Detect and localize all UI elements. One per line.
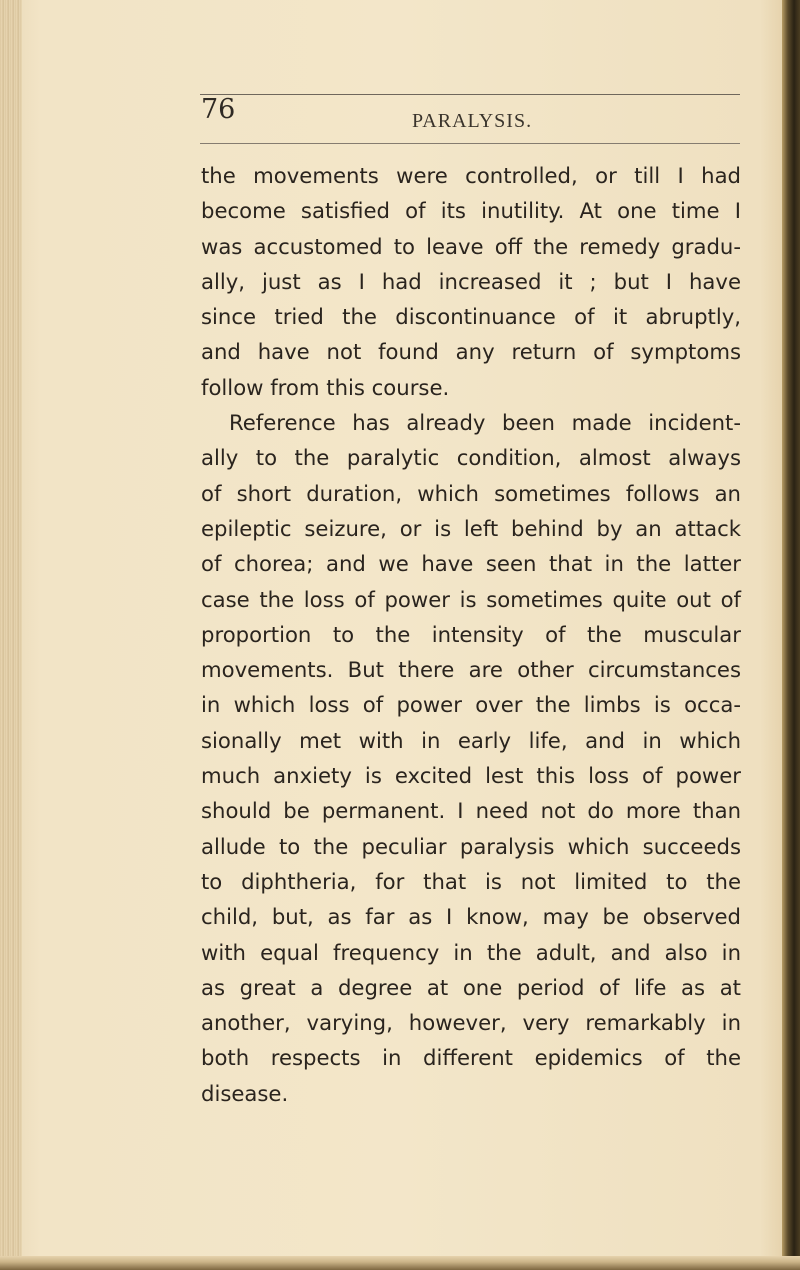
text-line: should be permanent. I need not do more than xyxy=(201,798,741,824)
text-line: in which loss of power over the limbs is occa- xyxy=(201,692,741,718)
text-line: the movements were controlled, or till I had xyxy=(201,163,741,188)
text-line: proportion to the intensity of the muscular xyxy=(201,621,741,647)
binding-gutter xyxy=(0,0,22,1270)
text-line: of chorea; and we have seen that in the latter xyxy=(201,551,741,577)
text-line: with equal frequency in the adult, and also in xyxy=(201,939,741,965)
header-rule xyxy=(200,94,740,95)
paragraph-end-line: disease. xyxy=(201,1080,289,1106)
text-line: and have not found any return of symptoms xyxy=(201,339,741,365)
running-head: PARALYSIS. xyxy=(412,110,533,132)
text-line: to diphtheria, for that is not limited to the xyxy=(201,868,741,894)
text-line: as great a degree at one period of life as at xyxy=(201,974,741,1000)
text-line: case the loss of power is sometimes quite out of xyxy=(201,586,741,612)
text-line: allude to the peculiar paralysis which succeeds xyxy=(201,833,741,859)
text-line: epileptic seizure, or is left behind by an attack xyxy=(201,515,741,541)
text-line: another, varying, however, very remarkably in xyxy=(201,1010,741,1036)
text-line: become satisfied of its inutility. At one time I xyxy=(201,198,741,224)
text-line: much anxiety is excited lest this loss of power xyxy=(201,763,741,789)
text-line: ally, just as I had increased it ; but I have xyxy=(201,268,741,294)
paragraph-first-line: Reference has already been made incident- xyxy=(229,410,741,436)
header-underline xyxy=(200,143,740,144)
page-number: 76 xyxy=(201,94,236,125)
text-line: of short duration, which sometimes follows an xyxy=(201,480,741,506)
paragraph-end-line: follow from this course. xyxy=(201,374,450,400)
text-line: since tried the discontinuance of it abruptly, xyxy=(201,304,741,330)
text-line: ally to the paralytic condition, almost always xyxy=(201,445,741,471)
page-bottom-edge xyxy=(0,1256,800,1270)
body-text xyxy=(201,158,741,1111)
text-line: was accustomed to leave off the remedy gradu- xyxy=(201,233,741,259)
text-line: child, but, as far as I know, may be observed xyxy=(201,904,741,930)
page-right-edge xyxy=(782,0,800,1270)
text-line: sionally met with in early life, and in which xyxy=(201,727,741,753)
text-line: movements. But there are other circumstances xyxy=(201,657,741,683)
text-line: both respects in different epidemics of the xyxy=(201,1045,741,1071)
